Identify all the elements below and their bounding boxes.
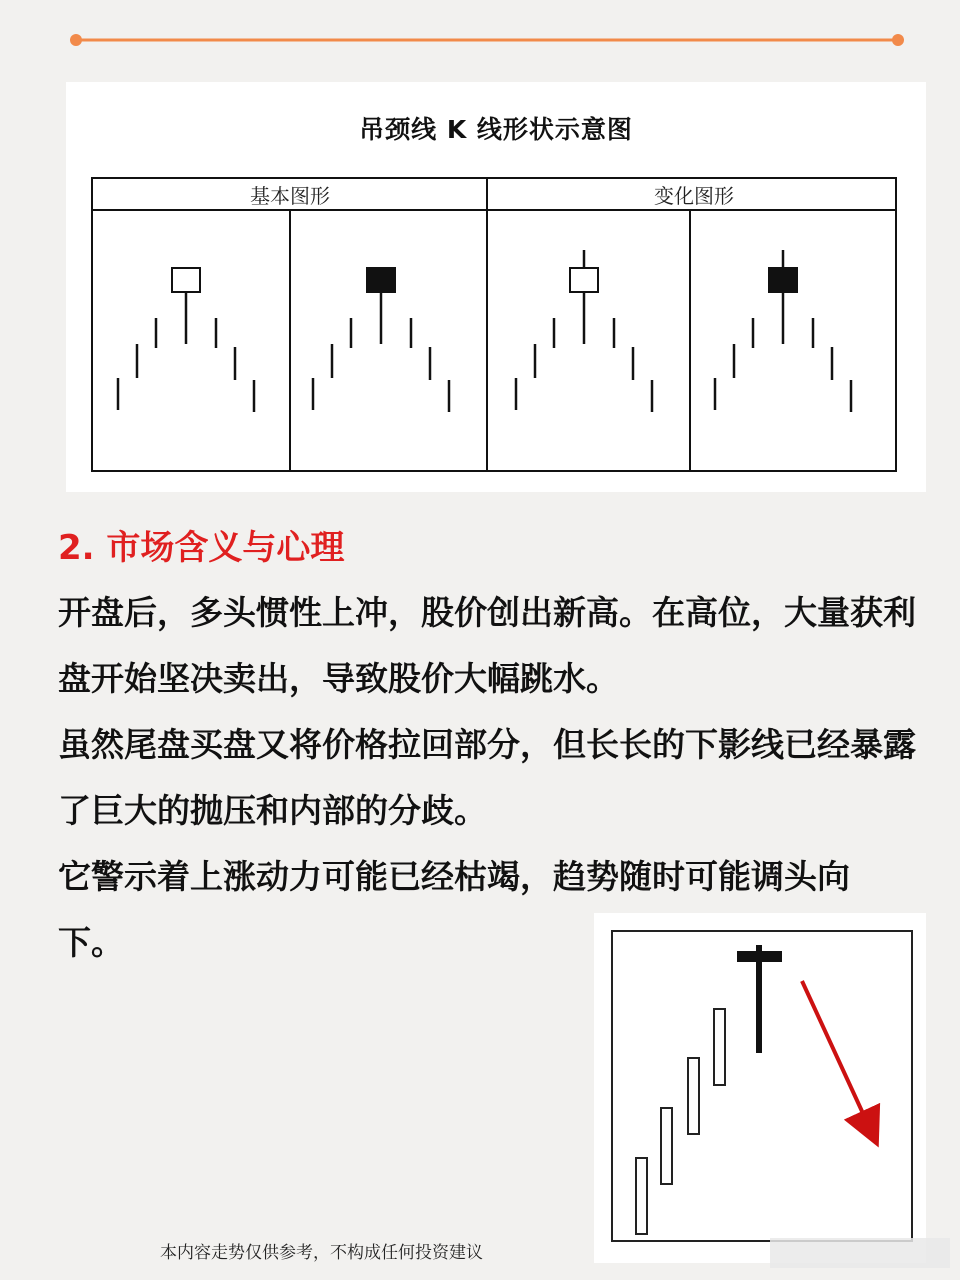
hanging-man-candle xyxy=(737,945,782,1053)
rising-candle-3 xyxy=(688,1058,699,1134)
top-divider xyxy=(0,0,960,80)
rising-candle-1 xyxy=(636,1158,647,1234)
paragraph-2: 虽然尾盘买盘又将价格拉回部分，但长长的下影线已经暴露了巨大的抛压和内部的分歧。 xyxy=(58,725,916,830)
paragraph-3: 它警示着上涨动力可能已经枯竭，趋势随时可能调头向下。 xyxy=(58,857,850,962)
candle-body xyxy=(367,268,395,292)
hanging-man-illustration xyxy=(594,913,926,1263)
candle-panels xyxy=(118,250,851,412)
downtrend-arrow xyxy=(802,981,872,1133)
candle-body xyxy=(172,268,200,292)
rising-candle-2 xyxy=(661,1108,672,1184)
rising-candle-4 xyxy=(714,1009,725,1085)
candle-body xyxy=(570,268,598,292)
paragraph-1: 开盘后，多头惯性上冲，股价创出新高。在高位，大量获利盘开始坚决卖出，导致股价大幅跳水。 xyxy=(58,593,916,698)
diagram-title: 吊颈线 K 线形状示意图 xyxy=(359,115,633,144)
header-variant-shape: 变化图形 xyxy=(654,184,734,208)
section-heading: 2. 市场含义与心理 xyxy=(58,528,345,568)
watermark-area xyxy=(770,1238,950,1268)
disclaimer: 本内容走势仅供参考，不构成任何投资建议 xyxy=(160,1243,483,1263)
hanging-man-diagram xyxy=(66,82,926,492)
illustration-drawing xyxy=(594,913,926,1263)
header-basic-shape: 基本图形 xyxy=(250,184,330,208)
candle-body xyxy=(769,268,797,292)
